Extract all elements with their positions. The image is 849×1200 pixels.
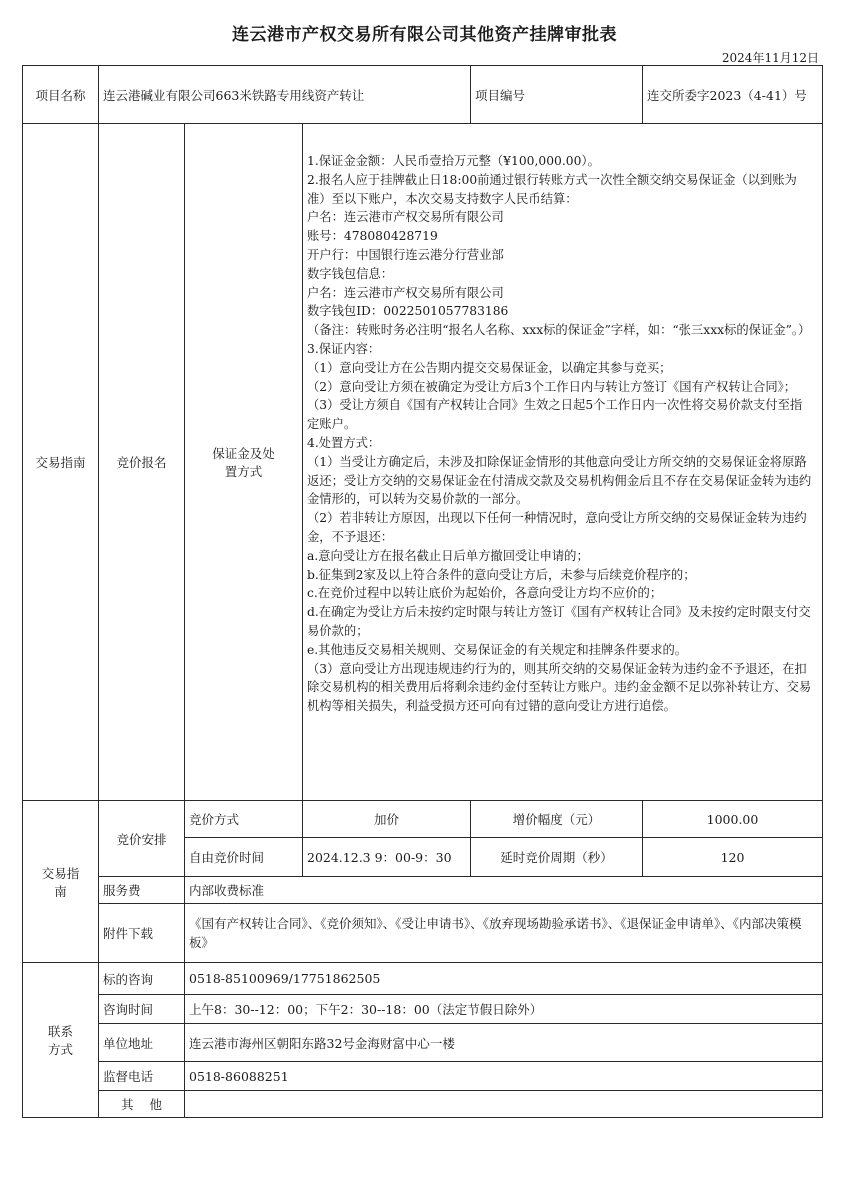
- address-value: 连云港市海州区朝阳东路32号金海财富中心一楼: [185, 1024, 823, 1062]
- other-label: 其 他: [99, 1091, 185, 1118]
- address-label: 单位地址: [99, 1024, 185, 1062]
- page-title: 连云港市产权交易所有限公司其他资产挂牌审批表: [232, 25, 617, 45]
- free-bid-time-value: 2024.12.3 9：00-9：30: [303, 838, 471, 877]
- contact-section-label: 联系方式: [23, 963, 99, 1118]
- deposit-guide-text: [303, 124, 823, 801]
- guide-line: 开户行：中国银行连云港分行营业部: [307, 247, 504, 262]
- guide-line: 户名：连云港市产权交易所有限公司: [307, 285, 504, 300]
- consult-value: 0518-85100969/17751862505: [185, 963, 823, 995]
- attachments-label: 附件下载: [99, 904, 185, 963]
- bid-arrangement-label: 竞价安排: [99, 801, 185, 877]
- consult-label: 标的咨询: [99, 963, 185, 995]
- supervise-label: 监督电话: [99, 1062, 185, 1091]
- other-value: [185, 1091, 823, 1118]
- project-name-value: 连云港碱业有限公司663米铁路专用线资产转让: [99, 66, 471, 124]
- supervise-value: 0518-86088251: [185, 1062, 823, 1091]
- guide-line: 账号：478080428719: [307, 229, 438, 244]
- hours-value: 上午8：30--12：00；下午2：30--18：00（法定节假日除外）: [185, 995, 823, 1024]
- free-bid-time-label: 自由竞价时间: [185, 838, 303, 877]
- project-code-value: 连交所委字2023（4-41）号: [643, 66, 823, 124]
- service-fee-value: 内部收费标准: [185, 877, 823, 904]
- project-code-label: 项目编号: [471, 66, 643, 124]
- attachments-row: [23, 904, 823, 963]
- hours-label: 咨询时间: [99, 995, 185, 1024]
- delay-period-label: 延时竞价周期（秒）: [471, 838, 643, 877]
- guide-line: （3）受让方须自《国有产权转让合同》生效之日起5个工作日内一次性将交易价款支付至指定账户。: [307, 398, 803, 432]
- guide-line: c.在竞价过程中以转让底价为起始价，各意向受让方均不应价的；: [307, 586, 663, 601]
- guide-line: （3）意向受让方出现违规违约行为的，则其所交纳的交易保证金转为违约金不予退还，在扣除交易机构的相关费用后将剩余违约金付至转让方账户。违约金金额不足以弥补转让方、交易机构等相关损失，利益受损方还可向有过错的意向受让方进行追偿。: [307, 661, 812, 714]
- guide-line: 数字钱包信息：: [307, 266, 394, 281]
- guide-line: 4.处置方式：: [307, 435, 381, 450]
- address-row: [23, 1024, 823, 1062]
- guide-line: （2）若非转让方原因，出现以下任何一种情况时，意向受让方所交纳的交易保证金转为违约金，不予退还：: [307, 511, 807, 544]
- service-fee-row: [23, 877, 823, 904]
- bidding-section-label: 交易指南: [23, 801, 99, 963]
- guide-line: e.其他违反交易相关规则、交易保证金的有关规定和挂牌条件要求的。: [307, 642, 688, 657]
- guide-line: a.意向受让方在报名截止日后单方撤回受让申请的；: [307, 548, 589, 563]
- approval-form-table: [22, 65, 823, 1118]
- supervise-row: [23, 1062, 823, 1091]
- guide-line: （2）意向受让方须在被确定为受让方后3个工作日内与转让方签订《国有产权转让合同》；: [307, 379, 797, 394]
- guide-line: d.在确定为受让方后未按约定时限与转让方签订《国有产权转让合同》及未按约定时限支付交易价款的；: [307, 605, 811, 638]
- guide-line: 1.保证金金额：人民币壹拾万元整（¥100,000.00）。: [307, 154, 600, 168]
- consult-row: [23, 963, 823, 995]
- bid-method-value: 加价: [303, 801, 471, 838]
- bid-method-row: [23, 801, 823, 838]
- guide-sub-label: 竞价报名: [99, 124, 185, 801]
- other-row: [23, 1091, 823, 1118]
- bid-method-label: 竞价方式: [185, 801, 303, 838]
- guide-line: 2.报名人应于挂牌截止日18:00前通过银行转账方式一次性全额交纳交易保证金（以到账为准）至以下账户，本次交易支持数字人民币结算：: [307, 172, 797, 206]
- increment-value: 1000.00: [643, 801, 823, 838]
- guide-line: （1）当受让方确定后，未涉及扣除保证金情形的其他意向受让方所交纳的交易保证金将原路返还；受让方交纳的交易保证金在付清成交款及交易机构佣金后且不存在交易保证金转为违约金情形的，可以转为交易价款的一部分。: [307, 454, 812, 507]
- guide-line: （备注：转账时务必注明“报名人名称、xxx标的保证金”字样，如：“张三xxx标的保证金”。）: [307, 323, 811, 338]
- guide-row: [23, 124, 823, 801]
- guide-line: 数字钱包ID：0022501057783186: [307, 304, 509, 319]
- increment-label: 增价幅度（元）: [471, 801, 643, 838]
- guide-line: b.征集到2家及以上符合条件的意向受让方后，未参与后续竞价程序的；: [307, 567, 696, 582]
- guide-section-label: 交易指南: [23, 124, 99, 801]
- deposit-label: 保证金及处置方式: [185, 124, 303, 801]
- project-row: [23, 66, 823, 124]
- form-date: 2024年11月12日: [721, 51, 819, 65]
- guide-line: 3.保证内容：: [307, 341, 381, 356]
- hours-row: [23, 995, 823, 1024]
- service-fee-label: 服务费: [99, 877, 185, 904]
- attachments-value[interactable]: 《国有产权转让合同》、《竞价须知》、《受让申请书》、《放弃现场勘验承诺书》、《退保证金申请单》、《内部决策模板》: [185, 904, 823, 963]
- delay-period-value: 120: [643, 838, 823, 877]
- project-name-label: 项目名称: [23, 66, 99, 124]
- guide-line: （1）意向受让方在公告期内提交交易保证金，以确定其参与竞买；: [307, 360, 672, 375]
- guide-line: 户名：连云港市产权交易所有限公司: [307, 210, 504, 225]
